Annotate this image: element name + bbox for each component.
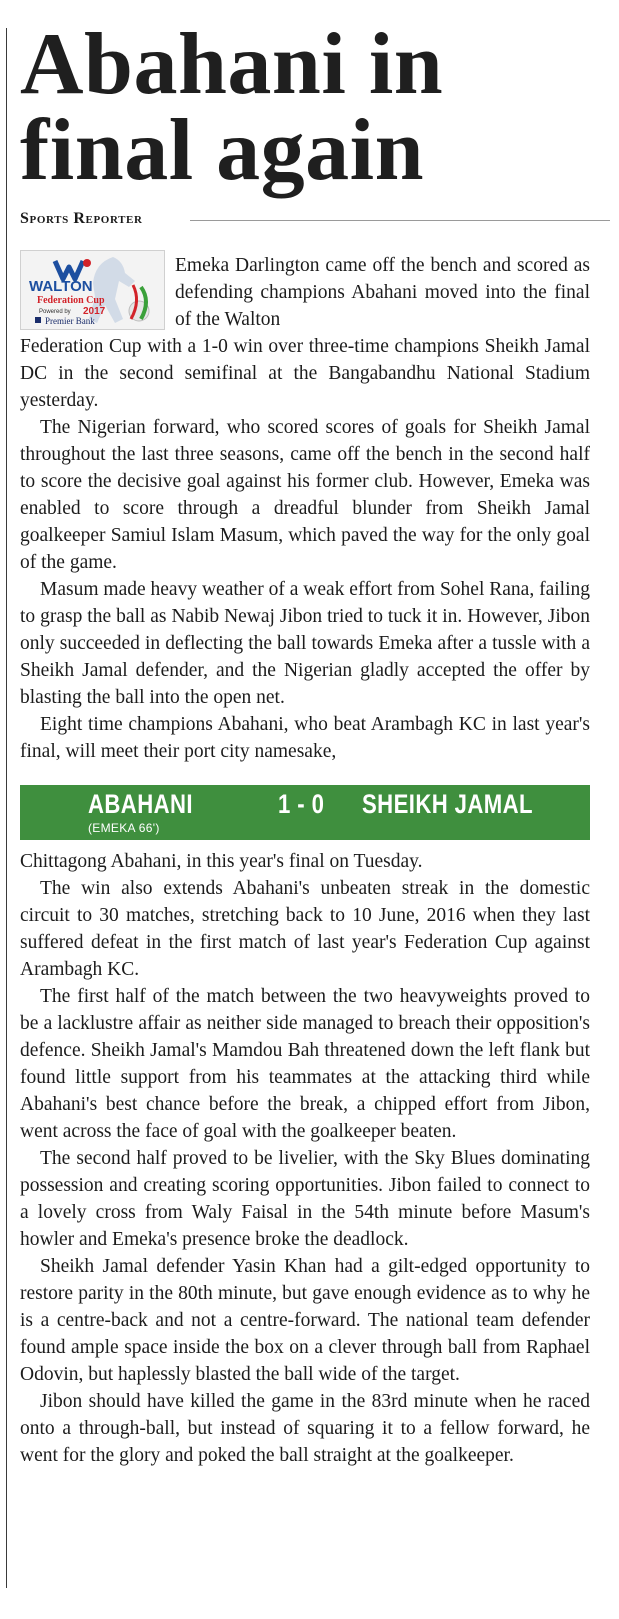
lead-continuation: Federation Cup with a 1-0 win over three-time champions Sheikh Jamal DC in the second semifinal at the Bangabandhu National Stadium yesterday. — [20, 336, 590, 411]
paragraph-7: The second half proved to be livelier, with the Sky Blues dominating possession and creating scoring opportunities. Jibon failed to connect to a lovely cross from Waly Faisal in the 54th minute before Masum's howler and Emeka's presence broke the deadlock. — [20, 1148, 590, 1250]
paragraph-2: Masum made heavy weather of a weak effort from Sohel Rana, failing to grasp the ball as Nabib Newaj Jibon tried to tuck it in. However, Jibon only succeeded in deflecting the ball towards Emeka after a tussle with a Sheikh Jamal defender, and the Nigerian gladly accepted the offer by blasting the ball into the open net. — [20, 579, 590, 708]
away-team: SHEIKH JAMAL — [362, 789, 533, 819]
premier-bank-icon — [35, 317, 41, 323]
byline: Sports Reporter — [20, 210, 143, 227]
scoreboard-bar — [20, 785, 590, 840]
tournament-logo — [20, 250, 165, 330]
paragraph-1: The Nigerian forward, who scored scores of goals for Sheikh Jamal throughout the last three seasons, came off the bench in the second half to score the decisive goal against his former club. However, Emeka was enabled to score through a dreadful blunder from Sheikh Jamal goalkeeper Samiul Islam Masum, which paved the way for the only goal of the game. — [20, 417, 590, 573]
paragraph-9: Jibon should have killed the game in the 83rd minute when he raced onto a through-ball, but instead of squaring it to a fellow forward, he went for the glory and poked the ball straight at the goalkeeper. — [20, 1391, 590, 1466]
logo-powered-by: Powered by — [39, 309, 71, 315]
paragraph-5: The win also extends Abahani's unbeaten streak in the domestic circuit to 30 matches, stretching back to 10 June, 2016 when they last suffered defeat in the first match of last year's Federation Cup against Arambagh KC. — [20, 878, 590, 980]
logo-event: Federation Cup — [37, 295, 105, 306]
paragraph-6: The first half of the match between the two heavyweights proved to be a lacklustre affair as neither side managed to breach their opposition's defence. Sheikh Jamal's Mamdou Bah threatened down the left flank but found little support from his teammates at the attacking third while Abahani's best chance before the break, a chipped effort from Jibon, went across the face of goal with the goalkeeper beaten. — [20, 986, 590, 1142]
headline-line-2: final again — [20, 102, 425, 199]
home-team: ABAHANI — [88, 789, 193, 819]
article-body-top — [20, 333, 590, 765]
headline — [20, 16, 610, 199]
paragraph-4: Chittagong Abahani, in this year's final on Tuesday. — [20, 851, 423, 872]
walton-logo-graphic — [21, 251, 165, 330]
paragraph-8: Sheikh Jamal defender Yasin Khan had a gilt-edged opportunity to restore parity in the 80th minute, but gave enough evidence as to why he is a centre-back and not a centre-forward. The national team defender found ample space inside the box on a clever through ball from Raphael Odovin, but haplessly blasted the ball wide of the target. — [20, 1256, 590, 1385]
byline-rule — [190, 220, 610, 221]
lead-paragraph: Emeka Darlington came off the bench and scored as defending champions Abahani moved into the final of the Walton — [175, 255, 590, 330]
logo-sponsor: Premier Bank — [45, 316, 95, 326]
score: 1 - 0 — [278, 789, 325, 819]
logo-brand: WALTON — [29, 278, 93, 295]
headline-line-1: Abahani in — [20, 16, 444, 113]
paragraph-3: Eight time champions Abahani, who beat Arambagh KC in last year's final, will meet their port city namesake, — [20, 714, 590, 762]
goal-scorer: (EMEKA 66') — [88, 821, 160, 835]
logo-year: 2017 — [83, 306, 106, 317]
article-body-bottom — [20, 848, 590, 1469]
column-rule — [6, 28, 7, 1588]
